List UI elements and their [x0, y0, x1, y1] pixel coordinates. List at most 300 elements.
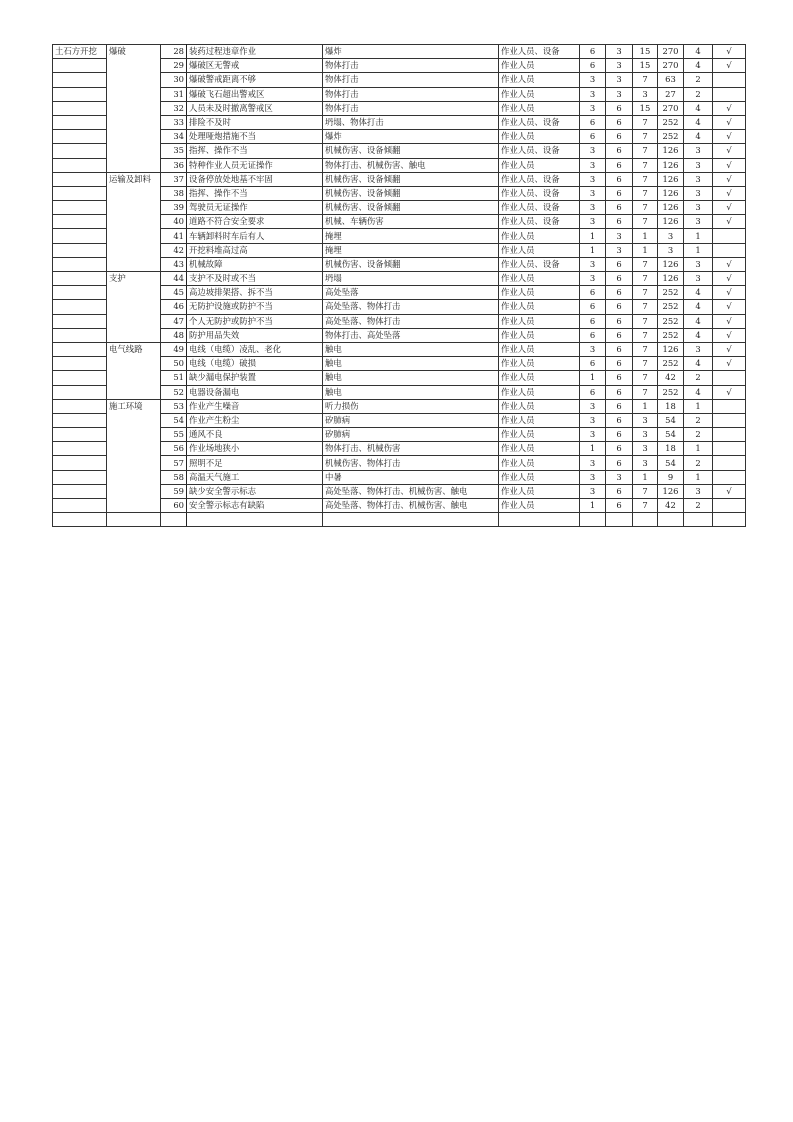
possible-accident-cell: 物体打击	[323, 101, 499, 115]
likelihood-L-cell: 6	[580, 115, 606, 129]
exposure-E-cell: 6	[606, 186, 633, 200]
affected-object-cell: 作业人员	[499, 300, 580, 314]
exposure-E-cell: 3	[606, 59, 633, 73]
risk-score-D-cell: 270	[658, 101, 684, 115]
table-row	[53, 442, 746, 456]
risk-score-D-cell: 54	[658, 428, 684, 442]
consequence-C-cell: 3	[633, 87, 658, 101]
likelihood-L-cell: 3	[580, 272, 606, 286]
consequence-C-cell: 7	[633, 484, 658, 498]
table-row	[53, 201, 746, 215]
exposure-E-cell: 3	[606, 73, 633, 87]
work-area-cell	[53, 201, 107, 215]
category-cell	[107, 357, 161, 371]
hazard-item-cell: 个人无防护或防护不当	[187, 314, 323, 328]
risk-score-D-cell: 126	[658, 342, 684, 356]
possible-accident-cell: 触电	[323, 385, 499, 399]
risk-level-cell: 1	[684, 229, 713, 243]
hazard-item-cell: 装药过程违章作业	[187, 45, 323, 59]
row-number-cell: 28	[161, 45, 187, 59]
row-number-cell: 48	[161, 328, 187, 342]
work-area-cell	[53, 314, 107, 328]
consequence-C-cell: 7	[633, 144, 658, 158]
likelihood-L-cell: 3	[580, 186, 606, 200]
work-area-cell	[53, 158, 107, 172]
hazard-item-cell: 作业产生粉尘	[187, 413, 323, 427]
table-row	[53, 87, 746, 101]
category-cell	[107, 300, 161, 314]
work-area-cell	[53, 73, 107, 87]
major-hazard-mark-cell: √	[713, 201, 746, 215]
major-hazard-mark-cell	[713, 428, 746, 442]
affected-object-cell: 作业人员	[499, 87, 580, 101]
hazard-item-cell: 作业场地狭小	[187, 442, 323, 456]
risk-level-cell: 4	[684, 385, 713, 399]
major-hazard-mark-cell	[713, 73, 746, 87]
major-hazard-mark-cell	[713, 229, 746, 243]
hazard-item-cell: 指挥、操作不当	[187, 144, 323, 158]
row-number-cell: 54	[161, 413, 187, 427]
row-number-cell: 50	[161, 357, 187, 371]
hazard-item-cell: 排险不及时	[187, 115, 323, 129]
affected-object-cell: 作业人员	[499, 385, 580, 399]
table-row	[53, 158, 746, 172]
possible-accident-cell: 高处坠落、物体打击、机械伤害、触电	[323, 499, 499, 513]
table-row	[53, 357, 746, 371]
affected-object-cell: 作业人员	[499, 272, 580, 286]
likelihood-L-cell: 3	[580, 399, 606, 413]
affected-object-cell: 作业人员	[499, 470, 580, 484]
consequence-C-cell: 7	[633, 328, 658, 342]
work-area-cell	[53, 130, 107, 144]
exposure-E-cell: 3	[606, 470, 633, 484]
risk-score-D-cell: 126	[658, 272, 684, 286]
table-row	[53, 413, 746, 427]
possible-accident-cell: 触电	[323, 371, 499, 385]
table-row	[53, 385, 746, 399]
affected-object-cell: 作业人员、设备	[499, 257, 580, 271]
row-number-cell: 46	[161, 300, 187, 314]
row-number-cell: 38	[161, 186, 187, 200]
exposure-E-cell: 3	[606, 45, 633, 59]
risk-level-cell: 4	[684, 115, 713, 129]
affected-object-cell	[499, 513, 580, 527]
work-area-cell	[53, 300, 107, 314]
consequence-C-cell: 7	[633, 314, 658, 328]
consequence-C-cell: 7	[633, 499, 658, 513]
likelihood-L-cell: 3	[580, 172, 606, 186]
major-hazard-mark-cell: √	[713, 158, 746, 172]
work-area-cell	[53, 186, 107, 200]
affected-object-cell: 作业人员	[499, 314, 580, 328]
major-hazard-mark-cell: √	[713, 101, 746, 115]
risk-level-cell: 3	[684, 272, 713, 286]
risk-level-cell: 2	[684, 73, 713, 87]
affected-object-cell: 作业人员、设备	[499, 144, 580, 158]
hazard-item-cell: 车辆卸料时车后有人	[187, 229, 323, 243]
table-row	[53, 499, 746, 513]
work-area-cell	[53, 115, 107, 129]
affected-object-cell: 作业人员、设备	[499, 45, 580, 59]
affected-object-cell: 作业人员	[499, 158, 580, 172]
table-row	[53, 470, 746, 484]
consequence-C-cell: 7	[633, 286, 658, 300]
row-number-cell: 56	[161, 442, 187, 456]
work-area-cell	[53, 328, 107, 342]
possible-accident-cell: 物体打击、机械伤害、触电	[323, 158, 499, 172]
risk-level-cell: 3	[684, 484, 713, 498]
likelihood-L-cell: 6	[580, 328, 606, 342]
possible-accident-cell: 爆炸	[323, 130, 499, 144]
risk-level-cell: 3	[684, 144, 713, 158]
exposure-E-cell: 6	[606, 172, 633, 186]
risk-score-D-cell: 270	[658, 45, 684, 59]
risk-score-D-cell: 252	[658, 286, 684, 300]
major-hazard-mark-cell: √	[713, 186, 746, 200]
work-area-cell	[53, 286, 107, 300]
row-number-cell: 45	[161, 286, 187, 300]
row-number-cell	[161, 513, 187, 527]
category-cell: 电气线路	[107, 342, 161, 356]
risk-score-D-cell: 126	[658, 215, 684, 229]
possible-accident-cell: 机械、车辆伤害	[323, 215, 499, 229]
likelihood-L-cell: 3	[580, 484, 606, 498]
hazard-risk-table-body	[53, 45, 746, 527]
risk-level-cell: 4	[684, 101, 713, 115]
hazard-item-cell: 电线（电缆）破损	[187, 357, 323, 371]
risk-level-cell: 2	[684, 499, 713, 513]
possible-accident-cell: 掩埋	[323, 243, 499, 257]
major-hazard-mark-cell	[713, 243, 746, 257]
affected-object-cell: 作业人员	[499, 456, 580, 470]
likelihood-L-cell: 6	[580, 286, 606, 300]
exposure-E-cell: 6	[606, 328, 633, 342]
row-number-cell: 30	[161, 73, 187, 87]
risk-score-D-cell: 3	[658, 243, 684, 257]
affected-object-cell: 作业人员	[499, 342, 580, 356]
consequence-C-cell: 1	[633, 399, 658, 413]
table-row	[53, 115, 746, 129]
table-row	[53, 328, 746, 342]
risk-score-D-cell: 252	[658, 328, 684, 342]
risk-score-D-cell: 27	[658, 87, 684, 101]
possible-accident-cell	[323, 513, 499, 527]
likelihood-L-cell: 6	[580, 130, 606, 144]
major-hazard-mark-cell: √	[713, 484, 746, 498]
likelihood-L-cell: 3	[580, 215, 606, 229]
likelihood-L-cell: 3	[580, 428, 606, 442]
major-hazard-mark-cell	[713, 399, 746, 413]
risk-score-D-cell: 126	[658, 257, 684, 271]
category-cell	[107, 87, 161, 101]
work-area-cell	[53, 357, 107, 371]
possible-accident-cell: 矽肺病	[323, 428, 499, 442]
major-hazard-mark-cell	[713, 499, 746, 513]
possible-accident-cell: 坍塌、物体打击	[323, 115, 499, 129]
possible-accident-cell: 高处坠落、物体打击	[323, 300, 499, 314]
affected-object-cell: 作业人员	[499, 399, 580, 413]
hazard-item-cell: 爆破区无警戒	[187, 59, 323, 73]
likelihood-L-cell: 3	[580, 201, 606, 215]
category-cell: 施工环境	[107, 399, 161, 413]
possible-accident-cell: 高处坠落、物体打击	[323, 314, 499, 328]
affected-object-cell: 作业人员	[499, 499, 580, 513]
category-cell	[107, 229, 161, 243]
possible-accident-cell: 听力损伤	[323, 399, 499, 413]
exposure-E-cell: 6	[606, 286, 633, 300]
table-row	[53, 130, 746, 144]
risk-score-D-cell: 252	[658, 115, 684, 129]
likelihood-L-cell: 1	[580, 243, 606, 257]
likelihood-L-cell: 1	[580, 371, 606, 385]
affected-object-cell: 作业人员	[499, 428, 580, 442]
possible-accident-cell: 高处坠落、物体打击、机械伤害、触电	[323, 484, 499, 498]
hazard-item-cell: 高温天气施工	[187, 470, 323, 484]
affected-object-cell: 作业人员	[499, 328, 580, 342]
row-number-cell: 36	[161, 158, 187, 172]
hazard-item-cell: 缺少漏电保护装置	[187, 371, 323, 385]
category-cell	[107, 470, 161, 484]
risk-level-cell: 2	[684, 413, 713, 427]
consequence-C-cell: 7	[633, 73, 658, 87]
affected-object-cell: 作业人员、设备	[499, 115, 580, 129]
major-hazard-mark-cell: √	[713, 115, 746, 129]
table-row	[53, 101, 746, 115]
risk-level-cell: 3	[684, 342, 713, 356]
risk-score-D-cell: 126	[658, 201, 684, 215]
possible-accident-cell: 触电	[323, 357, 499, 371]
possible-accident-cell: 高处坠落	[323, 286, 499, 300]
row-number-cell: 44	[161, 272, 187, 286]
likelihood-L-cell: 3	[580, 342, 606, 356]
risk-score-D-cell: 252	[658, 130, 684, 144]
row-number-cell: 31	[161, 87, 187, 101]
table-row	[53, 399, 746, 413]
possible-accident-cell: 物体打击	[323, 73, 499, 87]
major-hazard-mark-cell: √	[713, 357, 746, 371]
work-area-cell	[53, 470, 107, 484]
major-hazard-mark-cell	[713, 442, 746, 456]
risk-level-cell: 2	[684, 371, 713, 385]
row-number-cell: 35	[161, 144, 187, 158]
major-hazard-mark-cell	[713, 513, 746, 527]
consequence-C-cell: 7	[633, 115, 658, 129]
risk-score-D-cell: 252	[658, 314, 684, 328]
risk-score-D-cell: 3	[658, 229, 684, 243]
consequence-C-cell: 3	[633, 442, 658, 456]
row-number-cell: 53	[161, 399, 187, 413]
risk-level-cell: 3	[684, 257, 713, 271]
risk-score-D-cell: 126	[658, 172, 684, 186]
exposure-E-cell: 6	[606, 399, 633, 413]
possible-accident-cell: 爆炸	[323, 45, 499, 59]
row-number-cell: 37	[161, 172, 187, 186]
table-row	[53, 371, 746, 385]
hazard-item-cell: 处理哑炮措施不当	[187, 130, 323, 144]
risk-score-D-cell: 42	[658, 499, 684, 513]
table-row	[53, 272, 746, 286]
exposure-E-cell: 6	[606, 342, 633, 356]
hazard-item-cell: 防护用品失效	[187, 328, 323, 342]
hazard-item-cell: 驾驶员无证操作	[187, 201, 323, 215]
likelihood-L-cell: 1	[580, 229, 606, 243]
possible-accident-cell: 触电	[323, 342, 499, 356]
consequence-C-cell: 7	[633, 357, 658, 371]
category-cell	[107, 257, 161, 271]
exposure-E-cell: 6	[606, 314, 633, 328]
risk-level-cell: 2	[684, 428, 713, 442]
hazard-item-cell: 指挥、操作不当	[187, 186, 323, 200]
consequence-C-cell: 7	[633, 201, 658, 215]
major-hazard-mark-cell: √	[713, 385, 746, 399]
exposure-E-cell: 6	[606, 300, 633, 314]
major-hazard-mark-cell: √	[713, 300, 746, 314]
table-row	[53, 342, 746, 356]
exposure-E-cell: 6	[606, 357, 633, 371]
table-row	[53, 186, 746, 200]
exposure-E-cell: 6	[606, 201, 633, 215]
major-hazard-mark-cell: √	[713, 342, 746, 356]
category-cell	[107, 215, 161, 229]
likelihood-L-cell: 3	[580, 73, 606, 87]
consequence-C-cell: 7	[633, 172, 658, 186]
risk-level-cell: 3	[684, 215, 713, 229]
exposure-E-cell: 6	[606, 456, 633, 470]
hazard-item-cell: 电线（电缆）凌乱、老化	[187, 342, 323, 356]
hazard-item-cell: 爆破警戒距离不够	[187, 73, 323, 87]
work-area-cell	[53, 172, 107, 186]
exposure-E-cell: 3	[606, 243, 633, 257]
hazard-item-cell	[187, 513, 323, 527]
consequence-C-cell: 7	[633, 342, 658, 356]
work-area-cell	[53, 229, 107, 243]
hazard-risk-table	[52, 44, 746, 527]
hazard-item-cell: 支护不及时或不当	[187, 272, 323, 286]
likelihood-L-cell: 3	[580, 470, 606, 484]
exposure-E-cell: 6	[606, 442, 633, 456]
major-hazard-mark-cell: √	[713, 257, 746, 271]
category-cell	[107, 130, 161, 144]
category-cell	[107, 428, 161, 442]
row-number-cell: 57	[161, 456, 187, 470]
row-number-cell: 29	[161, 59, 187, 73]
consequence-C-cell: 7	[633, 215, 658, 229]
affected-object-cell: 作业人员	[499, 59, 580, 73]
major-hazard-mark-cell	[713, 413, 746, 427]
affected-object-cell: 作业人员	[499, 413, 580, 427]
hazard-item-cell: 电器设备漏电	[187, 385, 323, 399]
exposure-E-cell: 6	[606, 428, 633, 442]
risk-score-D-cell: 54	[658, 413, 684, 427]
work-area-cell	[53, 243, 107, 257]
possible-accident-cell: 机械伤害、设备倾翻	[323, 144, 499, 158]
risk-score-D-cell: 126	[658, 158, 684, 172]
exposure-E-cell	[606, 513, 633, 527]
exposure-E-cell: 6	[606, 158, 633, 172]
possible-accident-cell: 机械伤害、物体打击	[323, 456, 499, 470]
hazard-item-cell: 开挖料堆高过高	[187, 243, 323, 257]
row-number-cell: 59	[161, 484, 187, 498]
category-cell	[107, 286, 161, 300]
risk-score-D-cell: 18	[658, 442, 684, 456]
major-hazard-mark-cell: √	[713, 172, 746, 186]
hazard-item-cell: 特种作业人员无证操作	[187, 158, 323, 172]
work-area-cell: 土石方开挖	[53, 45, 107, 59]
row-number-cell: 33	[161, 115, 187, 129]
work-area-cell	[53, 272, 107, 286]
exposure-E-cell: 6	[606, 272, 633, 286]
risk-level-cell: 3	[684, 172, 713, 186]
major-hazard-mark-cell: √	[713, 272, 746, 286]
risk-score-D-cell: 63	[658, 73, 684, 87]
category-cell: 爆破	[107, 45, 161, 59]
row-number-cell: 40	[161, 215, 187, 229]
work-area-cell	[53, 59, 107, 73]
affected-object-cell: 作业人员	[499, 130, 580, 144]
major-hazard-mark-cell: √	[713, 59, 746, 73]
risk-level-cell: 1	[684, 243, 713, 257]
exposure-E-cell: 6	[606, 499, 633, 513]
affected-object-cell: 作业人员	[499, 286, 580, 300]
risk-score-D-cell: 252	[658, 300, 684, 314]
affected-object-cell: 作业人员、设备	[499, 201, 580, 215]
likelihood-L-cell: 6	[580, 357, 606, 371]
consequence-C-cell: 7	[633, 371, 658, 385]
likelihood-L-cell	[580, 513, 606, 527]
risk-level-cell: 4	[684, 328, 713, 342]
work-area-cell	[53, 101, 107, 115]
affected-object-cell: 作业人员	[499, 442, 580, 456]
table-row	[53, 215, 746, 229]
consequence-C-cell: 7	[633, 186, 658, 200]
major-hazard-mark-cell: √	[713, 130, 746, 144]
hazard-item-cell: 照明不足	[187, 456, 323, 470]
exposure-E-cell: 3	[606, 229, 633, 243]
consequence-C-cell: 15	[633, 59, 658, 73]
exposure-E-cell: 6	[606, 484, 633, 498]
risk-level-cell	[684, 513, 713, 527]
row-number-cell: 60	[161, 499, 187, 513]
row-number-cell: 58	[161, 470, 187, 484]
category-cell	[107, 413, 161, 427]
affected-object-cell: 作业人员	[499, 484, 580, 498]
hazard-item-cell: 爆破飞石超出警戒区	[187, 87, 323, 101]
possible-accident-cell: 中暑	[323, 470, 499, 484]
possible-accident-cell: 机械伤害、设备倾翻	[323, 257, 499, 271]
likelihood-L-cell: 3	[580, 158, 606, 172]
consequence-C-cell: 3	[633, 456, 658, 470]
row-number-cell: 42	[161, 243, 187, 257]
affected-object-cell: 作业人员	[499, 101, 580, 115]
table-row	[53, 428, 746, 442]
likelihood-L-cell: 3	[580, 144, 606, 158]
risk-score-D-cell: 42	[658, 371, 684, 385]
major-hazard-mark-cell: √	[713, 314, 746, 328]
risk-score-D-cell: 126	[658, 484, 684, 498]
work-area-cell	[53, 484, 107, 498]
major-hazard-mark-cell: √	[713, 144, 746, 158]
consequence-C-cell: 15	[633, 101, 658, 115]
consequence-C-cell: 7	[633, 158, 658, 172]
row-number-cell: 43	[161, 257, 187, 271]
hazard-item-cell: 安全警示标志有缺陷	[187, 499, 323, 513]
work-area-cell	[53, 513, 107, 527]
affected-object-cell: 作业人员、设备	[499, 186, 580, 200]
work-area-cell	[53, 442, 107, 456]
table-row	[53, 172, 746, 186]
exposure-E-cell: 6	[606, 215, 633, 229]
exposure-E-cell: 6	[606, 115, 633, 129]
